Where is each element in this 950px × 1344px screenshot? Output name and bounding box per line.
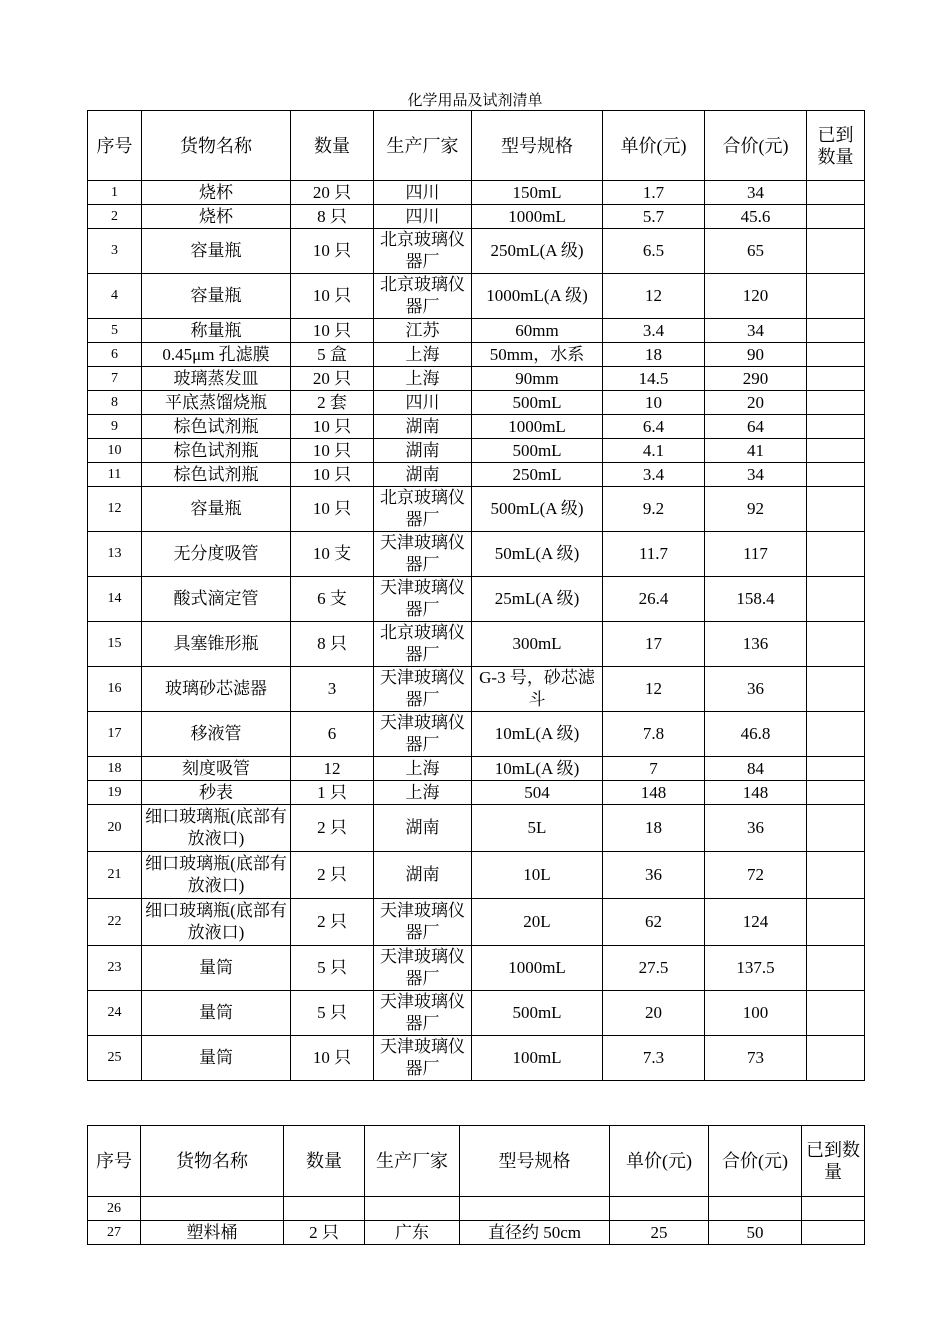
spec-cell: 直径约 50cm — [460, 1221, 610, 1245]
name-cell: 玻璃蒸发皿 — [142, 367, 291, 391]
index-cell: 11 — [88, 463, 142, 487]
header-unit-price: 单价(元) — [603, 111, 705, 181]
goods-table-2 — [87, 1125, 865, 1245]
name-cell — [141, 1197, 284, 1221]
name-cell: 量筒 — [142, 1036, 291, 1081]
quantity-cell: 5 只 — [291, 946, 374, 991]
table-row — [88, 622, 865, 667]
unit-price-cell: 14.5 — [603, 367, 705, 391]
unit-price-cell: 26.4 — [603, 577, 705, 622]
quantity-cell: 12 — [291, 757, 374, 781]
index-cell: 15 — [88, 622, 142, 667]
manufacturer-cell: 天津玻璃仪器厂 — [374, 1036, 472, 1081]
index-cell: 22 — [88, 899, 142, 946]
spec-cell: 500mL(A 级) — [472, 487, 603, 532]
document-title: 化学用品及试剂清单 — [407, 93, 543, 109]
manufacturer-cell: 湖南 — [374, 415, 472, 439]
index-cell: 16 — [88, 667, 142, 712]
total-price-cell: 137.5 — [705, 946, 807, 991]
index-cell: 4 — [88, 274, 142, 319]
table-row — [88, 229, 865, 274]
quantity-cell: 10 只 — [291, 1036, 374, 1081]
unit-price-cell: 25 — [610, 1221, 709, 1245]
arrived-cell — [807, 532, 865, 577]
quantity-cell: 6 — [291, 712, 374, 757]
spec-cell: 1000mL — [472, 205, 603, 229]
index-cell: 14 — [88, 577, 142, 622]
unit-price-cell: 6.4 — [603, 415, 705, 439]
spec-cell: 60mm — [472, 319, 603, 343]
header-arrived: 已到数量 — [802, 1126, 865, 1197]
manufacturer-cell: 北京玻璃仪器厂 — [374, 229, 472, 274]
name-cell: 容量瓶 — [142, 274, 291, 319]
quantity-cell: 6 支 — [291, 577, 374, 622]
name-cell: 玻璃砂芯滤器 — [142, 667, 291, 712]
index-cell: 27 — [88, 1221, 141, 1245]
total-price-cell: 120 — [705, 274, 807, 319]
unit-price-cell: 7 — [603, 757, 705, 781]
header-name: 货物名称 — [141, 1126, 284, 1197]
table-header-row — [88, 1126, 865, 1197]
spec-cell: 10L — [472, 852, 603, 899]
unit-price-cell: 1.7 — [603, 181, 705, 205]
name-cell: 无分度吸管 — [142, 532, 291, 577]
arrived-cell — [807, 391, 865, 415]
quantity-cell: 2 只 — [291, 805, 374, 852]
table-row — [88, 712, 865, 757]
total-price-cell — [709, 1197, 802, 1221]
arrived-cell — [807, 415, 865, 439]
total-price-cell: 90 — [705, 343, 807, 367]
quantity-cell: 8 只 — [291, 205, 374, 229]
manufacturer-cell: 上海 — [374, 757, 472, 781]
spec-cell: 500mL — [472, 439, 603, 463]
table-row — [88, 415, 865, 439]
total-price-cell: 50 — [709, 1221, 802, 1245]
arrived-cell — [807, 463, 865, 487]
unit-price-cell: 12 — [603, 667, 705, 712]
unit-price-cell: 9.2 — [603, 487, 705, 532]
arrived-cell — [807, 622, 865, 667]
total-price-cell: 73 — [705, 1036, 807, 1081]
index-cell: 25 — [88, 1036, 142, 1081]
table-row — [88, 367, 865, 391]
name-cell: 塑料桶 — [141, 1221, 284, 1245]
unit-price-cell: 17 — [603, 622, 705, 667]
manufacturer-cell: 上海 — [374, 781, 472, 805]
header-spec: 型号规格 — [472, 111, 603, 181]
quantity-cell: 10 只 — [291, 463, 374, 487]
quantity-cell: 10 只 — [291, 319, 374, 343]
header-name: 货物名称 — [142, 111, 291, 181]
name-cell: 0.45μm 孔滤膜 — [142, 343, 291, 367]
goods-table-1 — [87, 110, 865, 1081]
manufacturer-cell: 四川 — [374, 205, 472, 229]
name-cell: 量筒 — [142, 991, 291, 1036]
name-cell: 平底蒸馏烧瓶 — [142, 391, 291, 415]
table-row — [88, 577, 865, 622]
manufacturer-cell: 湖南 — [374, 439, 472, 463]
index-cell: 26 — [88, 1197, 141, 1221]
quantity-cell: 2 套 — [291, 391, 374, 415]
arrived-cell — [807, 757, 865, 781]
spec-cell: 10mL(A 级) — [472, 712, 603, 757]
index-cell: 9 — [88, 415, 142, 439]
arrived-cell — [807, 852, 865, 899]
index-cell: 12 — [88, 487, 142, 532]
table-row — [88, 181, 865, 205]
unit-price-cell: 3.4 — [603, 319, 705, 343]
table-row — [88, 274, 865, 319]
total-price-cell: 148 — [705, 781, 807, 805]
manufacturer-cell: 天津玻璃仪器厂 — [374, 899, 472, 946]
table-row — [88, 1197, 865, 1221]
spec-cell: G-3 号，砂芯滤斗 — [472, 667, 603, 712]
spec-cell: 1000mL — [472, 415, 603, 439]
table-row — [88, 532, 865, 577]
index-cell: 13 — [88, 532, 142, 577]
index-cell: 10 — [88, 439, 142, 463]
index-cell: 17 — [88, 712, 142, 757]
table-row — [88, 463, 865, 487]
manufacturer-cell: 天津玻璃仪器厂 — [374, 712, 472, 757]
table-row — [88, 487, 865, 532]
unit-price-cell: 5.7 — [603, 205, 705, 229]
table-header-row — [88, 111, 865, 181]
arrived-cell — [807, 899, 865, 946]
name-cell: 量筒 — [142, 946, 291, 991]
manufacturer-cell: 广东 — [365, 1221, 460, 1245]
table-row — [88, 899, 865, 946]
table-row — [88, 205, 865, 229]
unit-price-cell: 7.3 — [603, 1036, 705, 1081]
index-cell: 18 — [88, 757, 142, 781]
spec-cell: 25mL(A 级) — [472, 577, 603, 622]
table-row — [88, 991, 865, 1036]
header-quantity: 数量 — [284, 1126, 365, 1197]
manufacturer-cell: 北京玻璃仪器厂 — [374, 274, 472, 319]
manufacturer-cell: 湖南 — [374, 463, 472, 487]
header-total-price: 合价(元) — [709, 1126, 802, 1197]
arrived-cell — [807, 229, 865, 274]
quantity-cell: 2 只 — [284, 1221, 365, 1245]
arrived-cell — [807, 805, 865, 852]
spec-cell: 20L — [472, 899, 603, 946]
total-price-cell: 36 — [705, 667, 807, 712]
name-cell: 细口玻璃瓶(底部有放液口) — [142, 852, 291, 899]
spec-cell: 1000mL(A 级) — [472, 274, 603, 319]
arrived-cell — [807, 181, 865, 205]
header-arrived: 已到数量 — [807, 111, 865, 181]
unit-price-cell: 12 — [603, 274, 705, 319]
spec-cell: 504 — [472, 781, 603, 805]
unit-price-cell: 7.8 — [603, 712, 705, 757]
name-cell: 棕色试剂瓶 — [142, 439, 291, 463]
name-cell: 秒表 — [142, 781, 291, 805]
unit-price-cell: 4.1 — [603, 439, 705, 463]
manufacturer-cell: 江苏 — [374, 319, 472, 343]
index-cell: 6 — [88, 343, 142, 367]
unit-price-cell — [610, 1197, 709, 1221]
header-index: 序号 — [88, 111, 142, 181]
name-cell: 棕色试剂瓶 — [142, 463, 291, 487]
spec-cell: 500mL — [472, 991, 603, 1036]
index-cell: 20 — [88, 805, 142, 852]
index-cell: 23 — [88, 946, 142, 991]
index-cell: 1 — [88, 181, 142, 205]
quantity-cell: 10 支 — [291, 532, 374, 577]
manufacturer-cell: 天津玻璃仪器厂 — [374, 946, 472, 991]
quantity-cell — [284, 1197, 365, 1221]
arrived-cell — [807, 577, 865, 622]
name-cell: 酸式滴定管 — [142, 577, 291, 622]
name-cell: 烧杯 — [142, 181, 291, 205]
quantity-cell: 3 — [291, 667, 374, 712]
spec-cell: 250mL(A 级) — [472, 229, 603, 274]
quantity-cell: 10 只 — [291, 439, 374, 463]
index-cell: 7 — [88, 367, 142, 391]
manufacturer-cell: 北京玻璃仪器厂 — [374, 622, 472, 667]
unit-price-cell: 20 — [603, 991, 705, 1036]
manufacturer-cell: 湖南 — [374, 852, 472, 899]
spec-cell: 10mL(A 级) — [472, 757, 603, 781]
arrived-cell — [807, 1036, 865, 1081]
header-total-price: 合价(元) — [705, 111, 807, 181]
quantity-cell: 2 只 — [291, 852, 374, 899]
total-price-cell: 41 — [705, 439, 807, 463]
name-cell: 容量瓶 — [142, 229, 291, 274]
quantity-cell: 10 只 — [291, 274, 374, 319]
name-cell: 烧杯 — [142, 205, 291, 229]
arrived-cell — [807, 319, 865, 343]
manufacturer-cell: 四川 — [374, 181, 472, 205]
arrived-cell — [807, 667, 865, 712]
quantity-cell: 10 只 — [291, 229, 374, 274]
table-row — [88, 391, 865, 415]
total-price-cell: 290 — [705, 367, 807, 391]
unit-price-cell: 10 — [603, 391, 705, 415]
manufacturer-cell: 湖南 — [374, 805, 472, 852]
arrived-cell — [807, 781, 865, 805]
arrived-cell — [807, 487, 865, 532]
name-cell: 容量瓶 — [142, 487, 291, 532]
spec-cell: 150mL — [472, 181, 603, 205]
spec-cell: 250mL — [472, 463, 603, 487]
table-row — [88, 1221, 865, 1245]
manufacturer-cell: 北京玻璃仪器厂 — [374, 487, 472, 532]
total-price-cell: 46.8 — [705, 712, 807, 757]
quantity-cell: 10 只 — [291, 487, 374, 532]
total-price-cell: 84 — [705, 757, 807, 781]
total-price-cell: 124 — [705, 899, 807, 946]
table-row — [88, 343, 865, 367]
quantity-cell: 2 只 — [291, 899, 374, 946]
arrived-cell — [807, 367, 865, 391]
manufacturer-cell: 天津玻璃仪器厂 — [374, 577, 472, 622]
arrived-cell — [802, 1221, 865, 1245]
manufacturer-cell: 上海 — [374, 367, 472, 391]
name-cell: 细口玻璃瓶(底部有放液口) — [142, 899, 291, 946]
unit-price-cell: 148 — [603, 781, 705, 805]
header-unit-price: 单价(元) — [610, 1126, 709, 1197]
name-cell: 移液管 — [142, 712, 291, 757]
name-cell: 刻度吸管 — [142, 757, 291, 781]
index-cell: 24 — [88, 991, 142, 1036]
index-cell: 3 — [88, 229, 142, 274]
unit-price-cell: 62 — [603, 899, 705, 946]
arrived-cell — [807, 712, 865, 757]
unit-price-cell: 36 — [603, 852, 705, 899]
header-spec: 型号规格 — [460, 1126, 610, 1197]
total-price-cell: 20 — [705, 391, 807, 415]
total-price-cell: 34 — [705, 319, 807, 343]
unit-price-cell: 18 — [603, 805, 705, 852]
arrived-cell — [807, 205, 865, 229]
total-price-cell: 34 — [705, 463, 807, 487]
unit-price-cell: 18 — [603, 343, 705, 367]
arrived-cell — [807, 946, 865, 991]
quantity-cell: 10 只 — [291, 415, 374, 439]
spec-cell: 500mL — [472, 391, 603, 415]
name-cell: 具塞锥形瓶 — [142, 622, 291, 667]
manufacturer-cell: 四川 — [374, 391, 472, 415]
unit-price-cell: 11.7 — [603, 532, 705, 577]
quantity-cell: 5 只 — [291, 991, 374, 1036]
table-row — [88, 757, 865, 781]
arrived-cell — [807, 274, 865, 319]
table-row — [88, 805, 865, 852]
arrived-cell — [807, 991, 865, 1036]
quantity-cell: 8 只 — [291, 622, 374, 667]
header-index: 序号 — [88, 1126, 141, 1197]
total-price-cell: 64 — [705, 415, 807, 439]
arrived-cell — [807, 439, 865, 463]
table-row — [88, 852, 865, 899]
arrived-cell — [802, 1197, 865, 1221]
quantity-cell: 1 只 — [291, 781, 374, 805]
name-cell: 棕色试剂瓶 — [142, 415, 291, 439]
table-row — [88, 439, 865, 463]
header-manufacturer: 生产厂家 — [365, 1126, 460, 1197]
table-row — [88, 667, 865, 712]
spec-cell: 100mL — [472, 1036, 603, 1081]
header-quantity: 数量 — [291, 111, 374, 181]
table-row — [88, 319, 865, 343]
quantity-cell: 20 只 — [291, 367, 374, 391]
table-row — [88, 781, 865, 805]
manufacturer-cell: 天津玻璃仪器厂 — [374, 991, 472, 1036]
total-price-cell: 34 — [705, 181, 807, 205]
index-cell: 19 — [88, 781, 142, 805]
total-price-cell: 92 — [705, 487, 807, 532]
manufacturer-cell — [365, 1197, 460, 1221]
header-manufacturer: 生产厂家 — [374, 111, 472, 181]
total-price-cell: 72 — [705, 852, 807, 899]
unit-price-cell: 6.5 — [603, 229, 705, 274]
manufacturer-cell: 上海 — [374, 343, 472, 367]
total-price-cell: 158.4 — [705, 577, 807, 622]
total-price-cell: 65 — [705, 229, 807, 274]
arrived-cell — [807, 343, 865, 367]
spec-cell: 50mL(A 级) — [472, 532, 603, 577]
total-price-cell: 117 — [705, 532, 807, 577]
total-price-cell: 136 — [705, 622, 807, 667]
index-cell: 5 — [88, 319, 142, 343]
table-row — [88, 946, 865, 991]
spec-cell: 1000mL — [472, 946, 603, 991]
spec-cell: 300mL — [472, 622, 603, 667]
spec-cell: 90mm — [472, 367, 603, 391]
name-cell: 称量瓶 — [142, 319, 291, 343]
total-price-cell: 36 — [705, 805, 807, 852]
table-row — [88, 1036, 865, 1081]
name-cell: 细口玻璃瓶(底部有放液口) — [142, 805, 291, 852]
manufacturer-cell: 天津玻璃仪器厂 — [374, 667, 472, 712]
unit-price-cell: 3.4 — [603, 463, 705, 487]
manufacturer-cell: 天津玻璃仪器厂 — [374, 532, 472, 577]
index-cell: 2 — [88, 205, 142, 229]
quantity-cell: 5 盒 — [291, 343, 374, 367]
spec-cell: 50mm，水系 — [472, 343, 603, 367]
quantity-cell: 20 只 — [291, 181, 374, 205]
total-price-cell: 45.6 — [705, 205, 807, 229]
total-price-cell: 100 — [705, 991, 807, 1036]
spec-cell: 5L — [472, 805, 603, 852]
index-cell: 8 — [88, 391, 142, 415]
index-cell: 21 — [88, 852, 142, 899]
unit-price-cell: 27.5 — [603, 946, 705, 991]
spec-cell — [460, 1197, 610, 1221]
